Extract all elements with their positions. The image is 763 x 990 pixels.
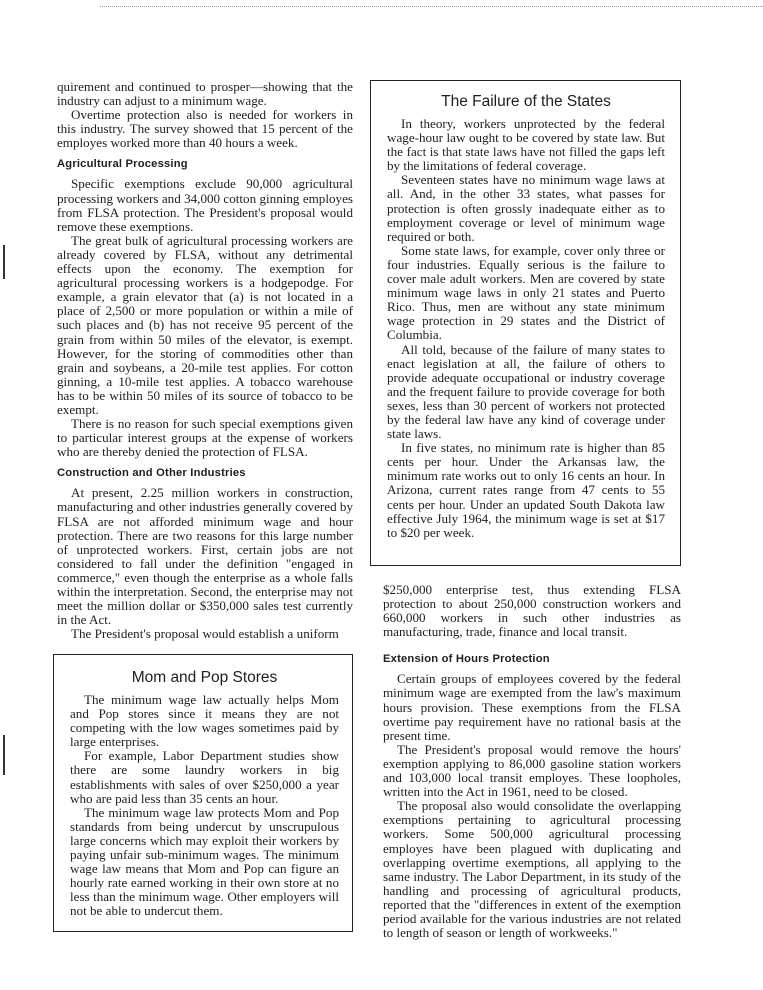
margin-mark: [3, 245, 5, 279]
box-title: The Failure of the States: [441, 93, 611, 110]
right-column: [383, 583, 681, 940]
section-heading-agricultural: Agricultural Processing: [57, 158, 188, 171]
paragraph: At present, 2.25 million workers in construction, manufacturing and other industries generally covered by FLSA are not afforded minimum wage and hour protection. There are two reasons for this large number of unprotected workers. First, certain jobs are not considered to fall under the definition "engaged in commerce," even though the enterprise as a whole falls within the interpretation. Second, the enterprise may not meet the million dollar or $350,000 sales test currently in the Act.: [57, 485, 353, 628]
paragraph: In theory, workers unprotected by the federal wage-hour law ought to be covered by state law. But the fact is that state laws have not filled the gaps left by the limitations of federal coverage.: [387, 116, 665, 174]
paragraph: For example, Labor Department studies show there are some laundry workers in big establishments with sales of over $250,000 a year who are paid less than 35 cents an hour.: [70, 748, 339, 806]
margin-mark: [3, 735, 5, 775]
paragraph: The minimum wage law protects Mom and Pop standards from being undercut by unscrupulous large concerns which may exploit their workers by paying unfair sub-minimum wages. The minimum wage law means that Mom and Pop can figure an hourly rate earned working in their own store at no less than the minimum wage. Other employers will not be able to undercut them.: [70, 804, 339, 919]
paragraph: The President's proposal would establish a uniform: [71, 626, 339, 642]
paragraph: quirement and continued to prosper—showing that the industry can adjust to a minimum wage.: [57, 79, 353, 109]
paragraph: All told, because of the failure of many states to enact legislation at all, the failure of others to provide adequate occupational or industry coverage and the frequent failure to provide coverage for both sexes, less than 30 percent of workers not protected by the federal law have any kind of coverage under state laws.: [387, 341, 665, 442]
sidebar-box-mom-and-pop: [53, 654, 353, 932]
paragraph: In five states, no minimum rate is higher than 85 cents per hour. Under the Arkansas law, the minimum rate works out to only 16 cents an hour. In Arizona, current rates range from 47 cents to 55 cents per hour. Under an updated South Dakota law effective July 1964, the minimum wage is set at $17 to $20 per week.: [387, 440, 665, 540]
paragraph: Seventeen states have no minimum wage laws at all. And, in the other 33 states, what passes for protection is often grossly inadequate either as to employment coverage or level of minimum wage required or both.: [387, 172, 665, 244]
paragraph: Overtime protection also is needed for workers in this industry. The survey showed that 15 percent of the employes worked more than 40 hours a week.: [57, 107, 353, 151]
paragraph: The great bulk of agricultural processing workers are already covered by FLSA, without any detrimental effects upon the economy. The exemption for agricultural processing workers is a hodgepodge. For example, a grain elevator that (a) is not located in a place of 2,500 or more population or within a mile of such places and (b) has not receive 95 percent of the grain from within 50 miles of the elevator, is exempt. However, for the storing of commodities other than grain and soybeans, a 20-mile test applies. For cotton ginning, a 10-mile test applies. A tobacco warehouse has to be within 50 miles of its source of tobacco to be exempt.: [57, 232, 353, 417]
paragraph: $250,000 enterprise test, thus extending FLSA protection to about 250,000 construction workers and 660,000 workers in such other industries as manufacturing, trade, finance and local transit.: [383, 582, 681, 640]
paragraph: There is no reason for such special exemptions given to particular interest groups at the expense of workers who are thereby denied the protection of FLSA.: [57, 416, 353, 460]
sidebar-box-failure-of-states: [370, 80, 681, 566]
left-column: [57, 80, 353, 641]
paragraph: The proposal also would consolidate the overlapping exemptions pertaining to agricultural processing workers. Some 500,000 agricultural processing employes have been plagued with duplicating and overlapping overtime exemptions, all applying to the same industry. The Labor Department, in its study of the handling and processing of agricultural products, reported that the "differences in extent of the exemption period available for the various industries are not related to length of season or length of workweeks.": [383, 798, 681, 941]
section-heading-hours: Extension of Hours Protection: [383, 653, 550, 666]
paragraph: The President's proposal would remove the hours' exemption applying to 86,000 gasoline station workers and 103,000 local transit employes. These loopholes, written into the Act in 1961, need to be closed.: [383, 741, 681, 800]
paragraph: Certain groups of employees covered by the federal minimum wage are exempted from the law's maximum hours provision. These exemptions from the FLSA overtime pay requirement have no rational basis at the present time.: [383, 671, 681, 743]
section-heading-construction: Construction and Other Industries: [57, 467, 246, 480]
paragraph: Specific exemptions exclude 90,000 agricultural processing workers and 34,000 cotton ginning employes from FLSA protection. The President's proposal would remove these exemptions.: [57, 176, 353, 234]
top-dotted-rule: [100, 6, 763, 7]
paragraph: Some state laws, for example, cover only three or four industries. Equally serious is the failure to cover male adult workers. Men are covered by state minimum wage laws in only 21 states and Puerto Rico. Thus, men are without any state minimum wage protection in 29 states and the District of Columbia.: [387, 242, 665, 343]
paragraph: The minimum wage law actually helps Mom and Pop stores since it means they are not competing with the low wages sometimes paid by large enterprises.: [70, 692, 339, 750]
box-title: Mom and Pop Stores: [131, 669, 278, 686]
